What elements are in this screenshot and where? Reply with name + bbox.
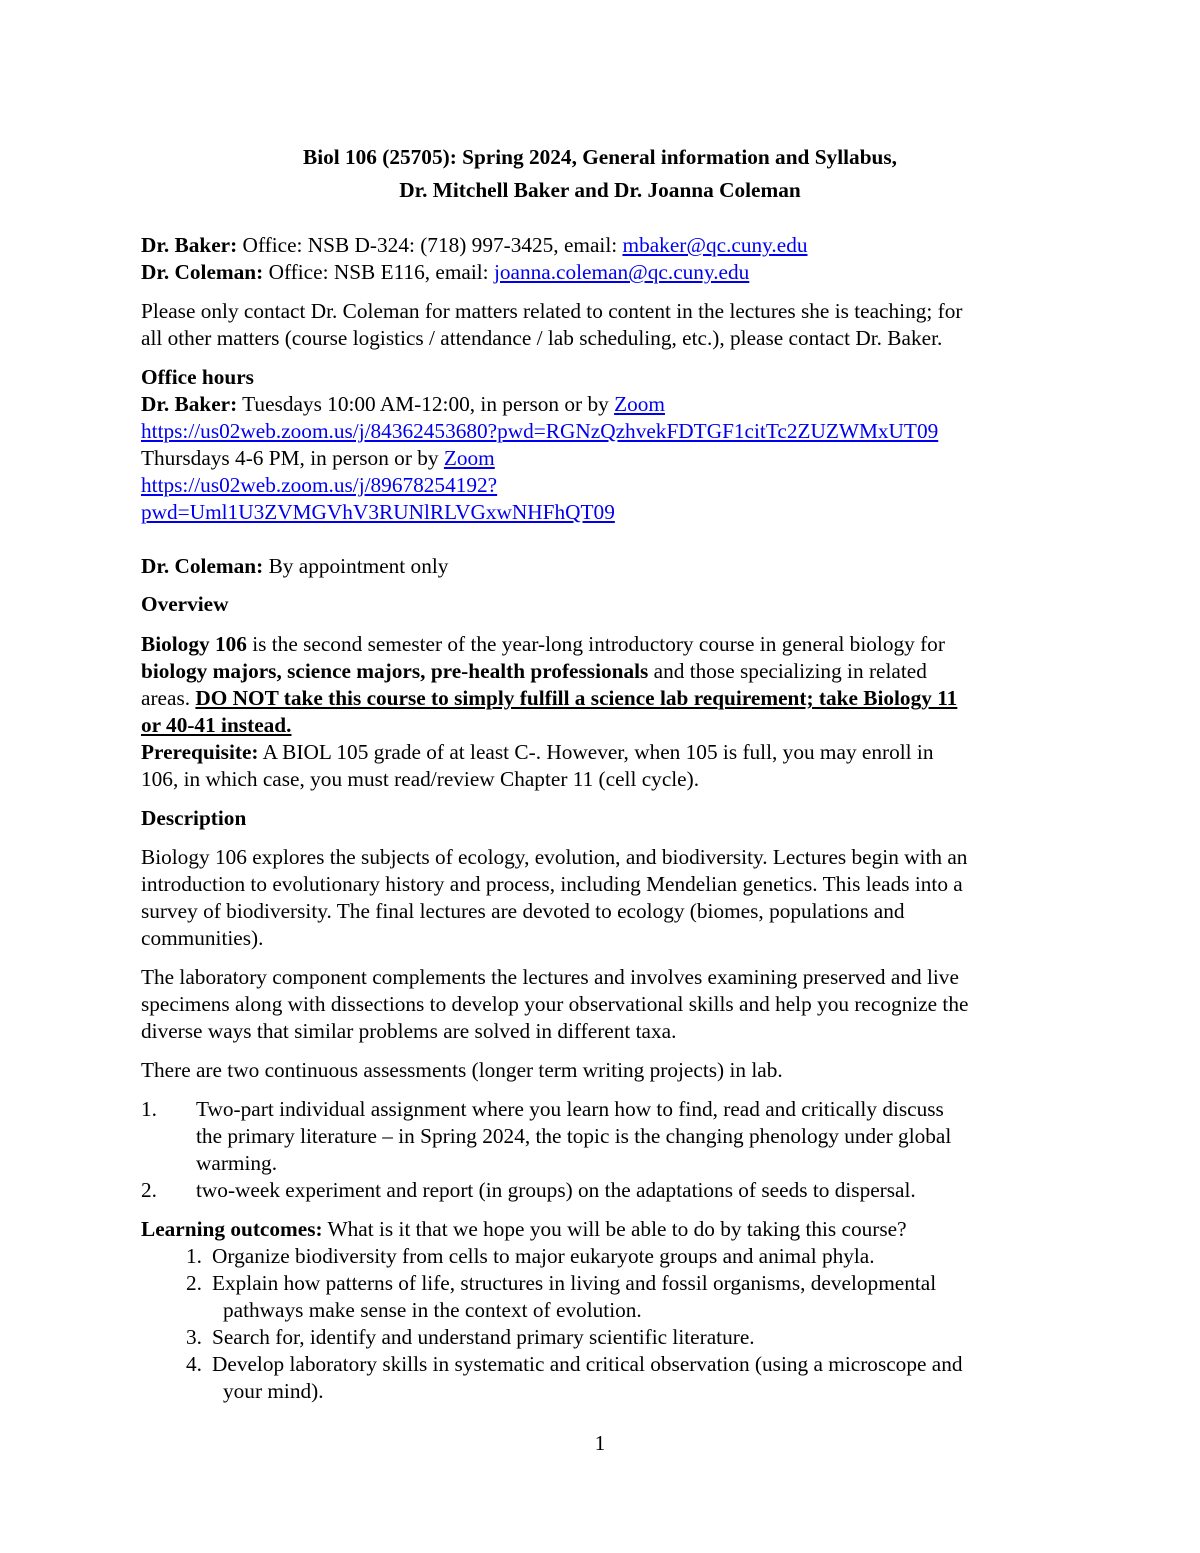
- description-p1-line: introduction to evolutionary history and process, including Mendelian genetics. This leads into a: [141, 872, 963, 896]
- assessment-line: Two-part individual assignment where you learn how to find, read and critically discuss: [196, 1097, 944, 1121]
- contact-coleman: Dr. Coleman: Office: NSB E116, email: joanna.coleman@qc.cuny.edu: [141, 260, 750, 284]
- outcome-line: Organize biodiversity from cells to major eukaryote groups and animal phyla.: [212, 1244, 875, 1268]
- assessment-line: the primary literature – in Spring 2024, the topic is the changing phenology under global: [196, 1124, 952, 1148]
- office-hours-heading: Office hours: [141, 365, 254, 389]
- course-warning-cont: or 40-41 instead.: [141, 713, 292, 737]
- office-hours-coleman: Dr. Coleman: By appointment only: [141, 554, 449, 578]
- contact-note-line-1: Please only contact Dr. Coleman for matters related to content in the lectures she is teaching; for: [141, 299, 963, 323]
- description-p1-line: Biology 106 explores the subjects of ecology, evolution, and biodiversity. Lectures begin with an: [141, 845, 968, 869]
- description-p1-line: communities).: [141, 926, 264, 950]
- overview-heading: Overview: [141, 592, 229, 616]
- overview-line-2: biology majors, science majors, pre-health professionals and those specializing in related: [141, 659, 927, 683]
- description-p2-line: The laboratory component complements the lectures and involves examining preserved and live: [141, 965, 959, 989]
- office-hours-baker-tuesday: Dr. Baker: Tuesdays 10:00 AM-12:00, in person or by Zoom: [141, 392, 665, 416]
- outcome-line: your mind).: [223, 1379, 324, 1403]
- zoom-link-tuesday[interactable]: Zoom: [614, 392, 665, 416]
- zoom-url-thursday-line-2: [141, 499, 615, 526]
- outcome-number: 1.: [186, 1244, 202, 1268]
- page-number: 1: [594, 1431, 606, 1455]
- outcome-line: pathways make sense in the context of evolution.: [223, 1298, 642, 1322]
- document-title-line-1: Biol 106 (25705): Spring 2024, General information and Syllabus,: [302, 145, 897, 169]
- baker-email-link[interactable]: mbaker@qc.cuny.edu: [622, 233, 808, 257]
- outcome-number: 3.: [186, 1325, 202, 1349]
- zoom-url-thursday-link-1[interactable]: https://us02web.zoom.us/j/89678254192?: [141, 473, 498, 497]
- contact-note-line-2: all other matters (course logistics / attendance / lab scheduling, etc.), please contact Dr. Baker.: [141, 326, 943, 350]
- contact-coleman-label: Dr. Coleman:: [141, 260, 264, 284]
- description-p2-line: specimens along with dissections to develop your observational skills and help you recognize the: [141, 992, 969, 1016]
- learning-outcomes-label: Learning outcomes:: [141, 1217, 323, 1241]
- assessment-line: two-week experiment and report (in groups) on the adaptations of seeds to dispersal.: [196, 1178, 916, 1202]
- outcome-number: 4.: [186, 1352, 202, 1376]
- office-hours-baker-thursday: Thursdays 4-6 PM, in person or by Zoom: [141, 446, 495, 470]
- description-p2-line: diverse ways that similar problems are solved in different taxa.: [141, 1019, 677, 1043]
- assessment-number: 2.: [141, 1178, 157, 1202]
- description-heading: Description: [141, 806, 247, 830]
- learning-outcomes-intro: Learning outcomes: What is it that we hope you will be able to do by taking this course?: [141, 1217, 907, 1241]
- outcome-number: 2.: [186, 1271, 202, 1295]
- zoom-link-thursday[interactable]: Zoom: [443, 446, 495, 470]
- contact-baker-label: Dr. Baker:: [141, 233, 238, 257]
- description-p1-line: survey of biodiversity. The final lectures are devoted to ecology (biomes, populations and: [141, 899, 905, 923]
- zoom-url-tuesday: [141, 418, 938, 445]
- outcome-line: Explain how patterns of life, structures in living and fossil organisms, developmental: [212, 1271, 937, 1295]
- outcome-line: Develop laboratory skills in systematic and critical observation (using a microscope and: [212, 1352, 963, 1376]
- description-p3: There are two continuous assessments (longer term writing projects) in lab.: [141, 1058, 783, 1082]
- overview-line-1: Biology 106 is the second semester of the year-long introductory course in general biology for: [141, 632, 945, 656]
- overview-line-4: [141, 712, 291, 739]
- coleman-email-link[interactable]: joanna.coleman@qc.cuny.edu: [493, 260, 750, 284]
- zoom-url-thursday-line-1: [141, 472, 497, 499]
- assessment-number: 1.: [141, 1097, 157, 1121]
- course-warning: DO NOT take this course to simply fulfill a science lab requirement; take Biology 11: [195, 686, 958, 710]
- document-title-line-2: Dr. Mitchell Baker and Dr. Joanna Coleman: [399, 178, 801, 202]
- assessment-line: warming.: [196, 1151, 278, 1175]
- zoom-url-thursday-link-2[interactable]: pwd=Uml1U3ZVMGVhV3RUNlRLVGxwNHFhQT09: [141, 500, 615, 524]
- outcome-line: Search for, identify and understand primary scientific literature.: [212, 1325, 755, 1349]
- zoom-url-tuesday-link[interactable]: https://us02web.zoom.us/j/84362453680?pwd=RGNzQzhvekFDTGF1citTc2ZUZWMxUT09: [141, 419, 939, 443]
- overview-line-3: areas. DO NOT take this course to simply fulfill a science lab requirement; take Biology 11: [141, 686, 958, 710]
- prerequisite-line-1: Prerequisite: A BIOL 105 grade of at least C-. However, when 105 is full, you may enroll in: [141, 740, 934, 764]
- prerequisite-line-2: 106, in which case, you must read/review Chapter 11 (cell cycle).: [141, 767, 700, 791]
- contact-baker: Dr. Baker: Office: NSB D-324: (718) 997-3425, email: mbaker@qc.cuny.edu: [141, 233, 808, 257]
- prerequisite-label: Prerequisite:: [141, 740, 259, 764]
